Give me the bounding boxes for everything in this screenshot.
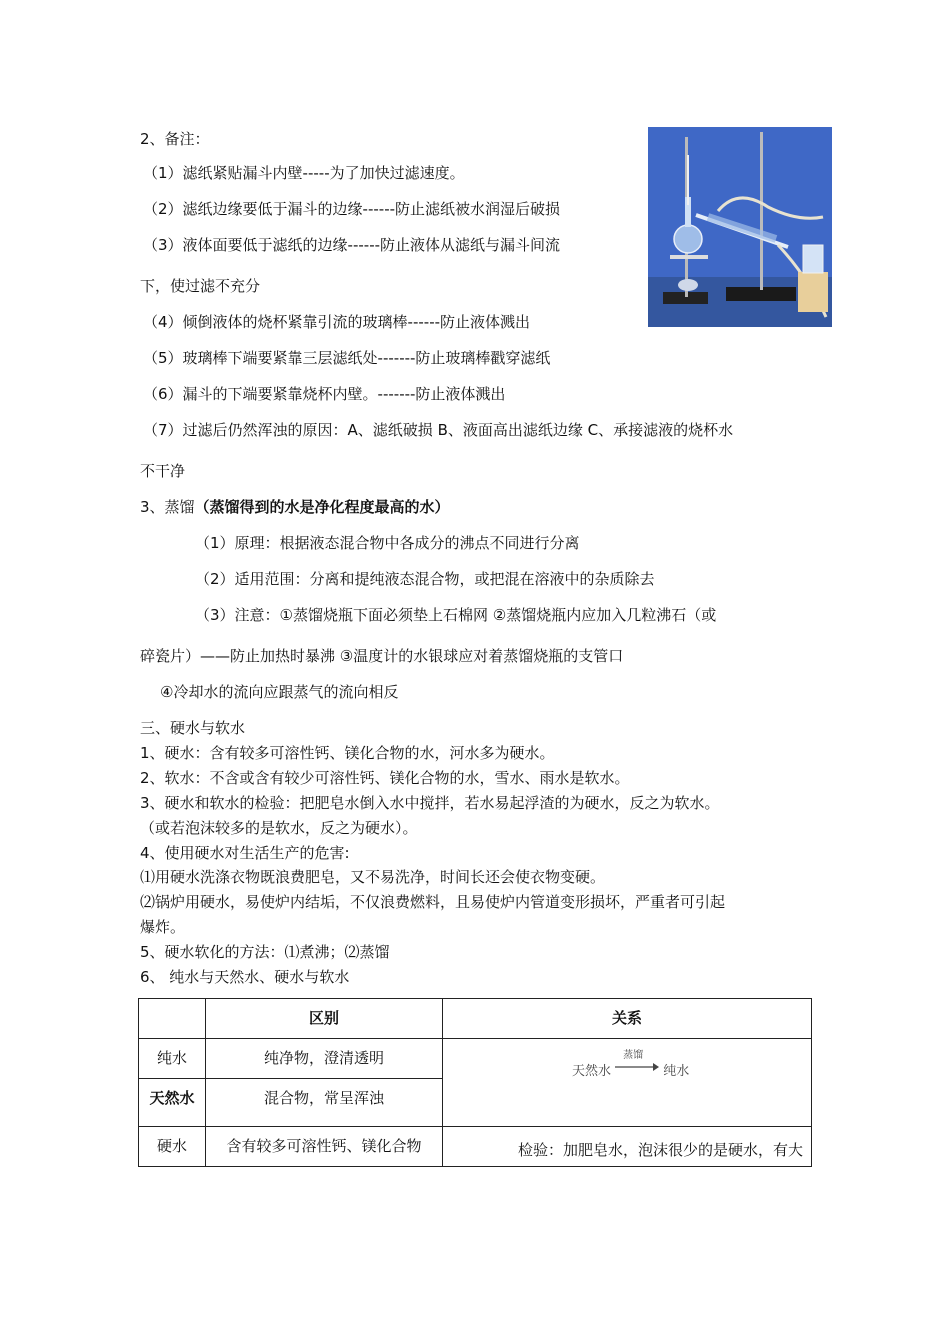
note-2: （2）滤纸边缘要低于漏斗的边缘------防止滤纸被水润湿后破损: [143, 200, 561, 218]
hardwater-4: 4、使用硬水对生活生产的危害:: [140, 844, 350, 862]
header-empty-cell: [139, 999, 206, 1039]
note-1: （1）滤纸紧贴漏斗内壁-----为了加快过滤速度。: [143, 164, 465, 182]
hardwater-title: 三、硬水与软水: [140, 719, 246, 737]
table-header-row: [139, 999, 812, 1039]
flow-label: 蒸馏: [623, 1050, 644, 1061]
hardwater-6: 6、 纯水与天然水、硬水与软水: [140, 968, 350, 986]
notes-heading: 2、备注：: [140, 130, 210, 148]
apparatus-illustration: [648, 127, 832, 327]
hardwater-3: 3、硬水和软水的检验：把肥皂水倒入水中搅拌，若水易起浮渣的为硬水，反之为软水。: [140, 794, 720, 812]
row-diff: 混合物，常呈浑浊: [206, 1079, 443, 1127]
note-4: （4）倾倒液体的烧杯紧靠引流的玻璃棒------防止液体溅出: [143, 313, 531, 331]
distill-notice: （3）注意：①蒸馏烧瓶下面必须垫上石棉网 ②蒸馏烧瓶内应加入几粒沸石（或: [195, 606, 717, 624]
flow-to: 纯水: [663, 1064, 690, 1079]
distill-title: [140, 497, 450, 517]
header-diff: 区别: [206, 999, 443, 1039]
hardwater-3-cont: （或若泡沫较多的是软水，反之为硬水）。: [140, 819, 418, 837]
hardwater-1: 1、硬水：含有较多可溶性钙、镁化合物的水，河水多为硬水。: [140, 744, 555, 762]
note-6: （6）漏斗的下端要紧靠烧杯内壁。-------防止液体溅出: [143, 385, 506, 403]
flow-from: 天然水: [572, 1064, 612, 1079]
note-7: （7）过滤后仍然浑浊的原因：A、滤纸破损 B、液面高出滤纸边缘 C、承接滤液的烧杯水: [143, 421, 734, 439]
hardwater-4b: ⑵锅炉用硬水，易使炉内结垢，不仅浪费燃料，且易使炉内管道变形损坏，严重者可引起: [140, 893, 726, 911]
row-name: 天然水: [139, 1079, 206, 1127]
row-diff: 含有较多可溶性钙、镁化合物: [206, 1127, 443, 1167]
row-name: 硬水: [139, 1127, 206, 1167]
row-name: 纯水: [139, 1039, 206, 1079]
water-comparison-table: [138, 998, 812, 1167]
table-row: [139, 1039, 812, 1079]
note-7-cont: 不干净: [140, 462, 186, 480]
distill-title-bold: （蒸馏得到的水是净化程度最高的水）: [194, 498, 450, 516]
distill-principle: （1）原理：根据液态混合物中各成分的沸点不同进行分离: [195, 534, 580, 552]
hardwater-5: 5、硬水软化的方法：⑴煮沸；⑵蒸馏: [140, 943, 390, 961]
hardwater-2: 2、软水：不含或含有较少可溶性钙、镁化合物的水，雪水、雨水是软水。: [140, 769, 630, 787]
distillation-apparatus-photo: [648, 127, 832, 327]
table-row: [139, 1127, 812, 1167]
distill-notice-4: ④冷却水的流向应跟蒸气的流向相反: [160, 683, 399, 701]
row-diff: 纯净物，澄清透明: [206, 1039, 443, 1079]
hardwater-4c: 爆炸。: [140, 918, 186, 936]
note-5: （5）玻璃棒下端要紧靠三层滤纸处-------防止玻璃棒戳穿滤纸: [143, 349, 551, 367]
test-cell: 检验：加肥皂水，泡沫很少的是硬水，有大: [443, 1127, 812, 1167]
note-3: （3）液体面要低于滤纸的边缘------防止液体从滤纸与漏斗间流: [143, 236, 561, 254]
arrow-icon: [615, 1046, 659, 1076]
flow-arrow: [615, 1046, 659, 1076]
distill-title-prefix: 3、蒸馏: [140, 498, 195, 516]
distill-notice-cont: 碎瓷片）——防止加热时暴沸 ③温度计的水银球应对着蒸馏烧瓶的支管口: [140, 647, 624, 665]
hardwater-4a: ⑴用硬水洗涤衣物既浪费肥皂，又不易洗净，时间长还会使衣物变硬。: [140, 868, 606, 886]
header-relation: 关系: [443, 999, 812, 1039]
note-3-cont: 下，使过滤不充分: [140, 277, 261, 295]
distillation-flow-diagram: [572, 1046, 690, 1079]
distill-scope: （2）适用范围：分离和提纯液态混合物，或把混在溶液中的杂质除去: [195, 570, 655, 588]
